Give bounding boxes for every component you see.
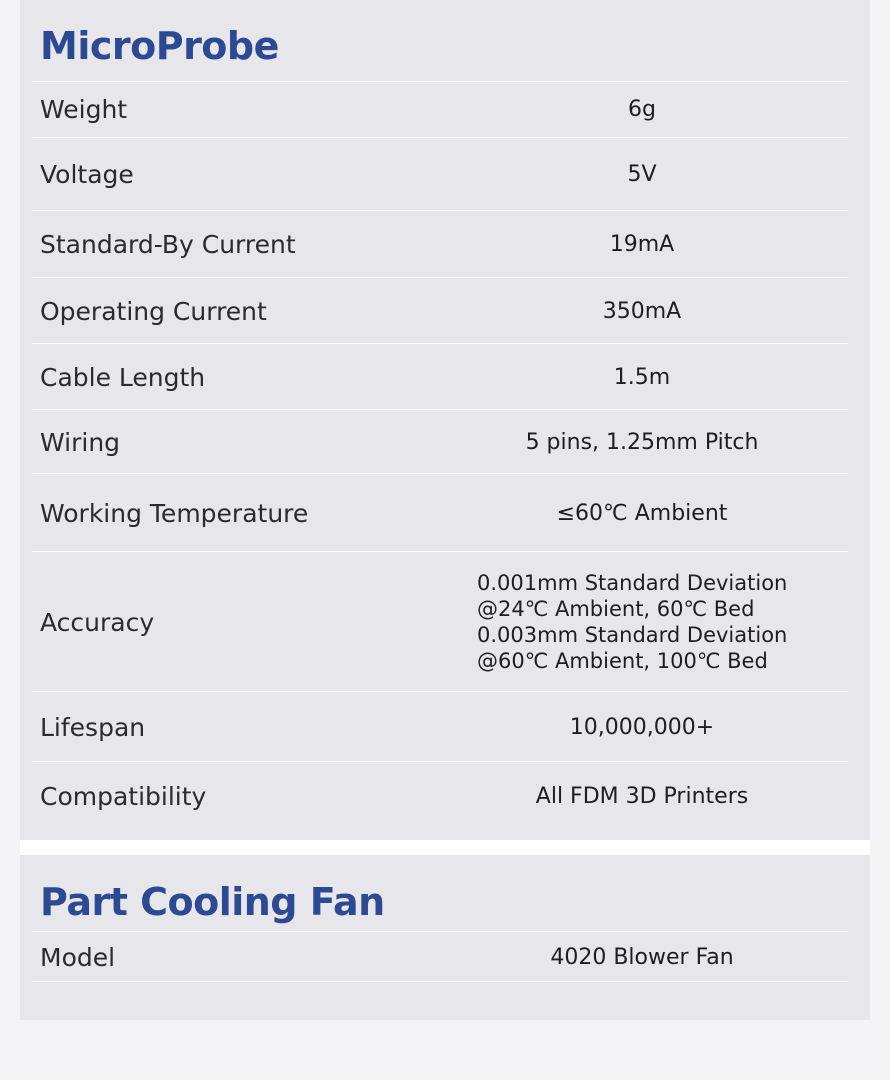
spec-value: 5V [627,162,657,187]
spec-row-lifespan [32,691,848,762]
microprobe-spec-panel [20,0,870,840]
microprobe-title: MicroProbe [40,24,279,68]
part-cooling-fan-title: Part Cooling Fan [40,880,385,924]
spec-label: Lifespan [40,712,146,742]
spec-row-operating-current [32,277,848,344]
spec-label: Cable Length [40,362,206,392]
spec-value-line: @60℃ Ambient, 100℃ Bed [477,649,768,673]
spec-value: 5 pins, 1.25mm Pitch [525,429,759,455]
spec-value: 4020 Blower Fan [550,944,734,970]
spec-row-voltage [32,137,848,211]
spec-row-standby-current [32,210,848,278]
part-cooling-fan-spec-panel [20,855,870,1020]
spec-row-cable-length [32,343,848,410]
spec-label: Model [40,942,116,972]
spec-row-accuracy [32,551,848,692]
spec-row-working-temperature [32,473,848,552]
spec-label: Standard-By Current [40,230,296,259]
spec-value: 6g [628,97,656,122]
spec-value: 10,000,000+ [569,714,715,740]
spec-value: 350mA [602,298,682,324]
spec-label: Voltage [40,160,134,189]
spec-value: All FDM 3D Printers [535,783,749,809]
spec-row-weight [32,81,848,137]
spec-value-multiline [477,570,787,674]
spec-value-line: @24℃ Ambient, 60℃ Bed [477,597,755,621]
section-divider [20,840,870,855]
spec-value-line: 0.003mm Standard Deviation [477,623,788,647]
spec-value: 1.5m [613,364,671,390]
spec-label: Working Temperature [40,498,309,528]
spec-row-compatibility [32,761,848,830]
spec-value: ≤60℃ Ambient [556,500,728,526]
spec-label: Wiring [40,427,121,457]
spec-label: Compatibility [40,781,207,811]
table-bottom-rule [32,981,848,982]
spec-value-line: 0.001mm Standard Deviation [477,571,788,595]
spec-row-wiring [32,409,848,474]
spec-value: 19mA [609,232,675,257]
spec-label: Accuracy [40,607,155,637]
spec-label: Operating Current [40,296,267,326]
spec-label: Weight [40,95,128,124]
spec-row-model [32,931,848,982]
